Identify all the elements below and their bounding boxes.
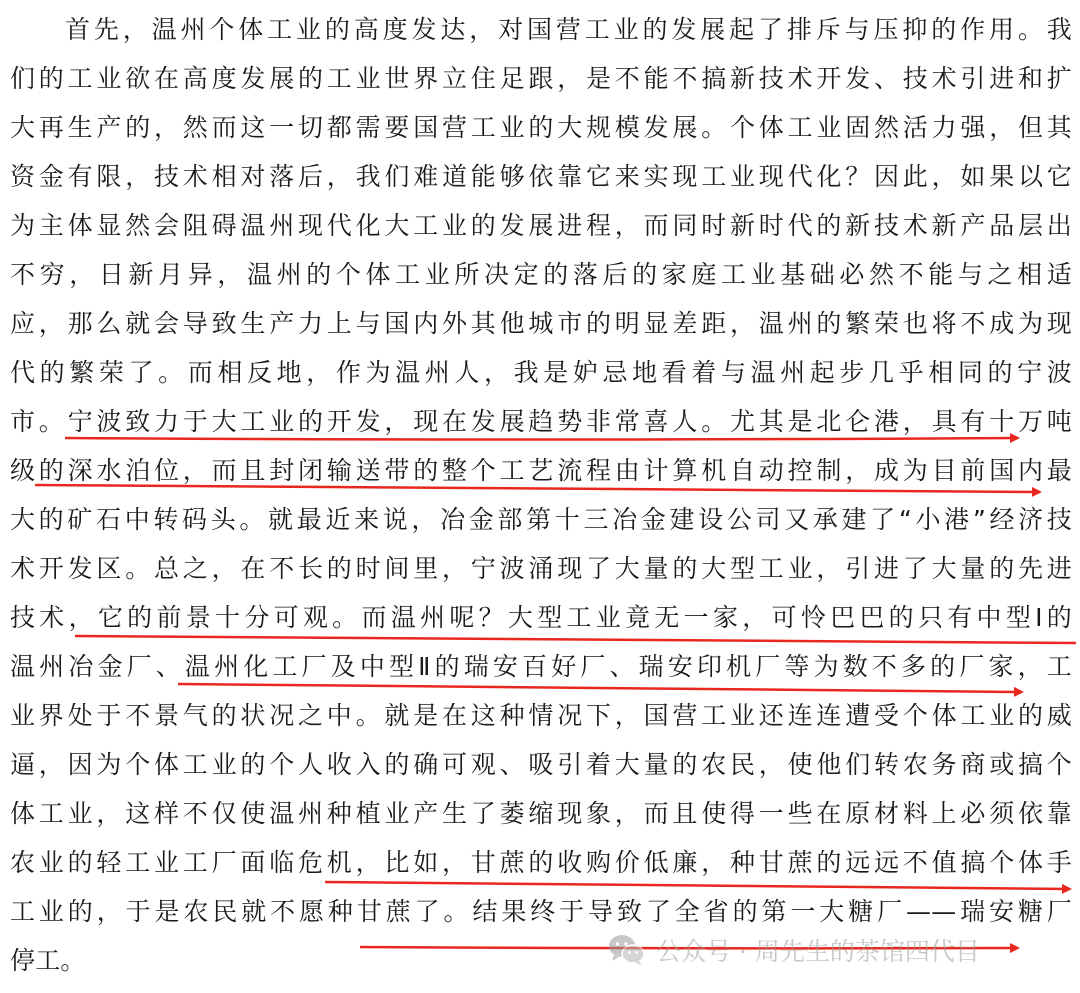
watermark-text: 公众号 · 周先生的茶馆四代目 <box>656 937 980 966</box>
text-line: 们的工业欲在高度发展的工业世界立住足跟，是不能不搞新技术开发、技术引进和扩 <box>10 64 1072 93</box>
text-line: 大的矿石中转码头。就最近来说，冶金部第十三冶金建设公司又承建了“小港”经济技 <box>10 505 1072 534</box>
text-line: 业界处于不景气的状况之中。就是在这种情况下，国营工业还连连遭受个体工业的威 <box>10 701 1072 730</box>
text-line: 工业的，于是农民就不愿种甘蔗了。结果终于导致了全省的第一大糖厂——瑞安糖厂 <box>10 897 1072 926</box>
text-line: 停工。 <box>10 946 86 975</box>
text-line: 逼，因为个体工业的个人收入的确可观、吸引着大量的农民，使他们转农务商或搞个 <box>10 750 1072 779</box>
text-line: 体工业，这样不仅使温州种植业产生了萎缩现象，而且使得一些在原材料上必须依靠 <box>10 799 1072 828</box>
text-line: 农业的轻工业工厂面临危机，比如，甘蔗的收购价低廉，种甘蔗的远远不值搞个体手 <box>10 848 1072 877</box>
watermark <box>608 930 980 970</box>
text-line: 代的繁荣了。而相反地，作为温州人，我是妒忌地看着与温州起步几乎相同的宁波 <box>10 358 1072 387</box>
wechat-icon <box>608 933 646 967</box>
text-line: 技术，它的前景十分可观。而温州呢？大型工业竟无一家，可怜巴巴的只有中型Ⅰ的 <box>10 603 1072 632</box>
text-line: 大再生产的，然而这一切都需要国营工业的大规模发展。个体工业固然活力强，但其 <box>10 113 1072 142</box>
text-line: 不穷，日新月异，温州的个体工业所决定的落后的家庭工业基础必然不能与之相适 <box>10 260 1072 289</box>
text-line: 为主体显然会阻碍温州现代化大工业的发展进程，而同时新时代的新技术新产品层出 <box>10 211 1072 240</box>
text-line: 温州冶金厂、温州化工厂及中型Ⅱ的瑞安百好厂、瑞安印机厂等为数不多的厂家，工 <box>10 652 1072 681</box>
text-line: 术开发区。总之，在不长的时间里，宁波涌现了大量的大型工业，引进了大量的先进 <box>10 554 1072 583</box>
text-line: 资金有限，技术相对落后，我们难道能够依靠它来实现工业现代化？因此，如果以它 <box>10 162 1072 191</box>
text-line: 级的深水泊位，而且封闭输送带的整个工艺流程由计算机自动控制，成为目前国内最 <box>10 456 1072 485</box>
text-line: 首先，温州个体工业的高度发达，对国营工业的发展起了排斥与压抑的作用。我 <box>65 15 1072 44</box>
text-line: 应，那么就会导致生产力上与国内外其他城市的明显差距，温州的繁荣也将不成为现 <box>10 309 1072 338</box>
text-line: 市。宁波致力于大工业的开发，现在发展趋势非常喜人。尤其是北仑港，具有十万吨 <box>10 407 1072 436</box>
